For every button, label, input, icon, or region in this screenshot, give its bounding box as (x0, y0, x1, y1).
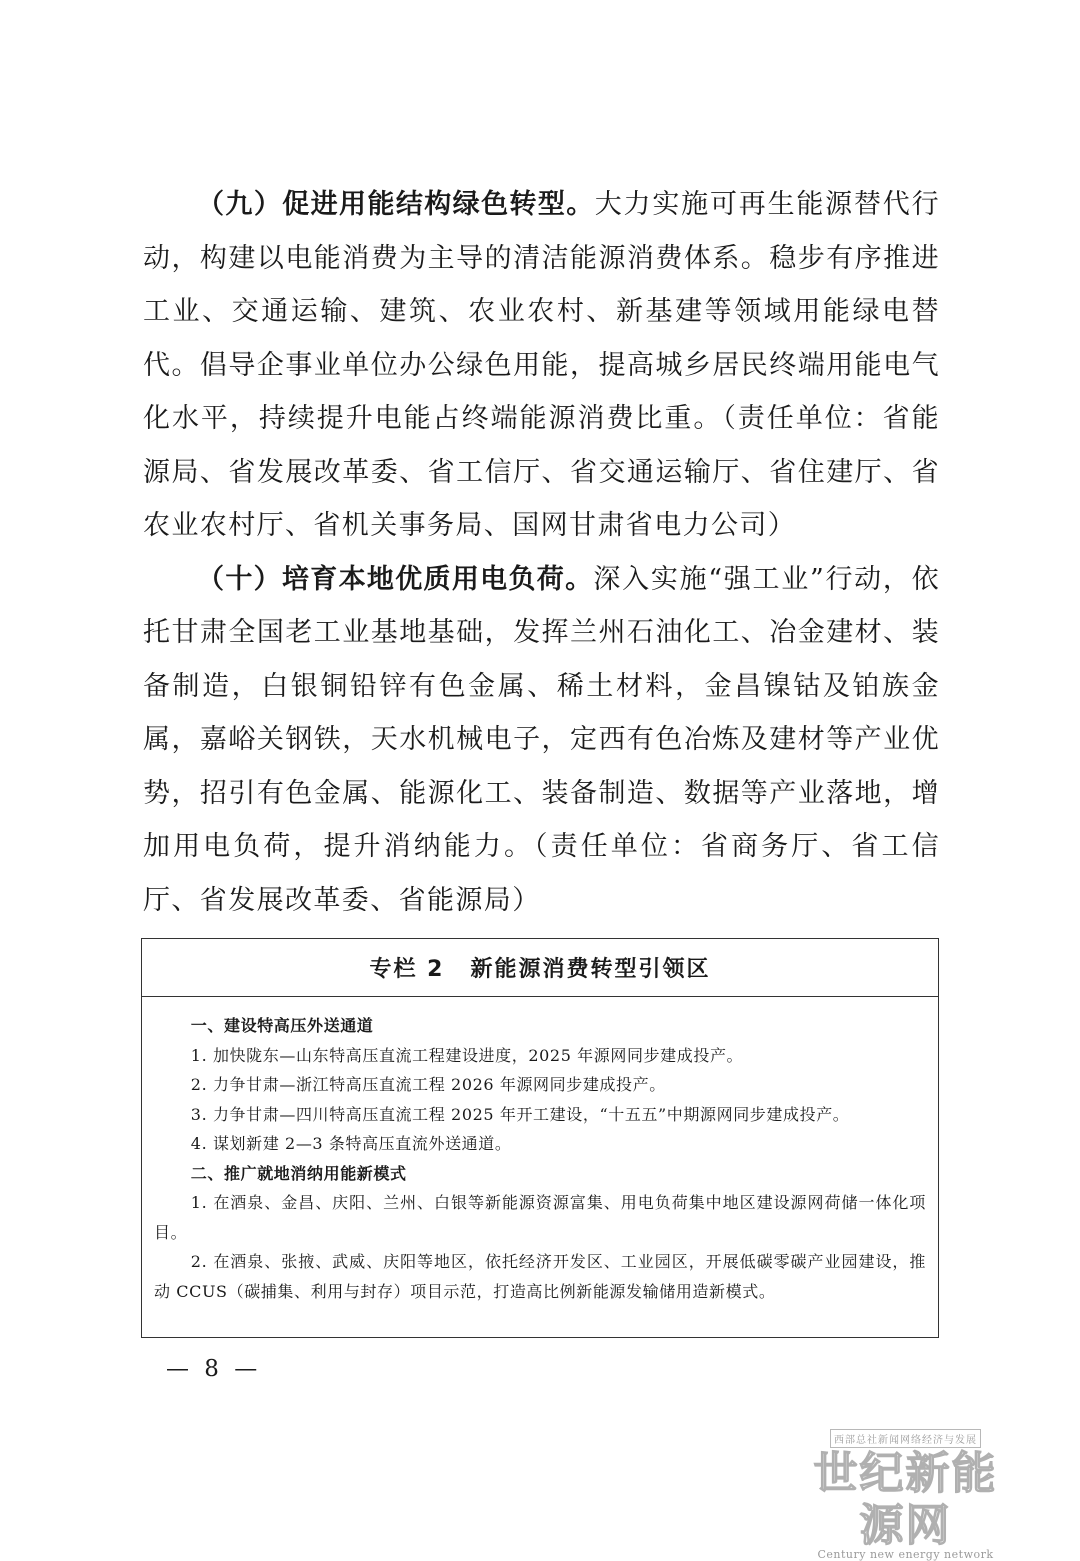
paragraph-lead: （十）培育本地优质用电负荷。 (197, 563, 594, 595)
section-heading: 一、建设特高压外送通道 (190, 1016, 374, 1035)
column-box-header (142, 939, 938, 997)
body-text (143, 178, 940, 927)
list-item: 1. 在酒泉、金昌、庆阳、兰州、白银等新能源资源富集、用电负荷集中地区建设源网荷储一体化项目。 (154, 1193, 926, 1242)
watermark-top-text: 西部总社新闻网络经济与发展 (830, 1429, 981, 1448)
list-item: 4. 谋划新建 2—3 条特高压直流外送通道。 (190, 1134, 512, 1153)
section-heading: 二、推广就地消纳用能新模式 (190, 1163, 407, 1183)
page-number: — 8 — (166, 1356, 262, 1382)
paragraph-body: 大力实施可再生能源替代行动，构建以电能消费为主导的清洁能源消费体系。稳步有序推进工业、交通运输、建筑、农业农村、新基建等领域用能绿电替代。倡导企事业单位办公绿色用能，提高城乡居民终端用能电气化水平，持续提升电能占终端能源消费比重。（责任单位：省能源局、省发展改革委、省工信厅、省交通运输厅、省住建厅、省农业农村厅、省机关事务局、国网甘肃省电力公司） (143, 189, 941, 541)
column-title: 新能源消费转型引领区 (470, 957, 711, 982)
watermark-main-text: 世纪新能源网 (813, 1448, 998, 1551)
column-box-body (142, 997, 938, 1306)
list-item: 3. 力争甘肃—四川特高压直流工程 2025 年开工建设，“十五五”中期源网同步建成投产。 (190, 1104, 850, 1124)
watermark-sub-text: Century new energy network (817, 1548, 994, 1561)
paragraph-lead: （九）促进用能结构绿色转型。 (197, 189, 595, 220)
list-item: 2. 在酒泉、张掖、武威、庆阳等地区，依托经济开发区、工业园区，开展低碳零碳产业园建设，推动 CCUS（碳捕集、利用与封存）项目示范，打造高比例新能源发输储用造新模式。 (154, 1252, 926, 1301)
column-box (141, 938, 939, 1338)
list-item: 1. 加快陇东—山东特高压直流工程建设进度，2025 年源网同步建成投产。 (190, 1045, 744, 1065)
paragraph-10 (143, 553, 940, 928)
list-item: 2. 力争甘肃—浙江特高压直流工程 2026 年源网同步建成投产。 (190, 1075, 666, 1094)
paragraph-9 (143, 178, 940, 553)
paragraph-body: 深入实施“强工业”行动，依托甘肃全国老工业基地基础，发挥兰州石油化工、冶金建材、装备制造，白银铜铅锌有色金属、稀土材料，金昌镍钴及铂族金属，嘉峪关钢铁，天水机械电子，定西有色冶炼及建材等产业优势，招引有色金属、能源化工、装备制造、数据等产业落地，增加用电负荷，提升消纳能力。（责任单位：省商务厅、省工信厅、省发展改革委、省能源局） (143, 563, 941, 916)
watermark-logo (803, 1428, 1008, 1561)
column-number: 专栏 2 (369, 957, 445, 982)
